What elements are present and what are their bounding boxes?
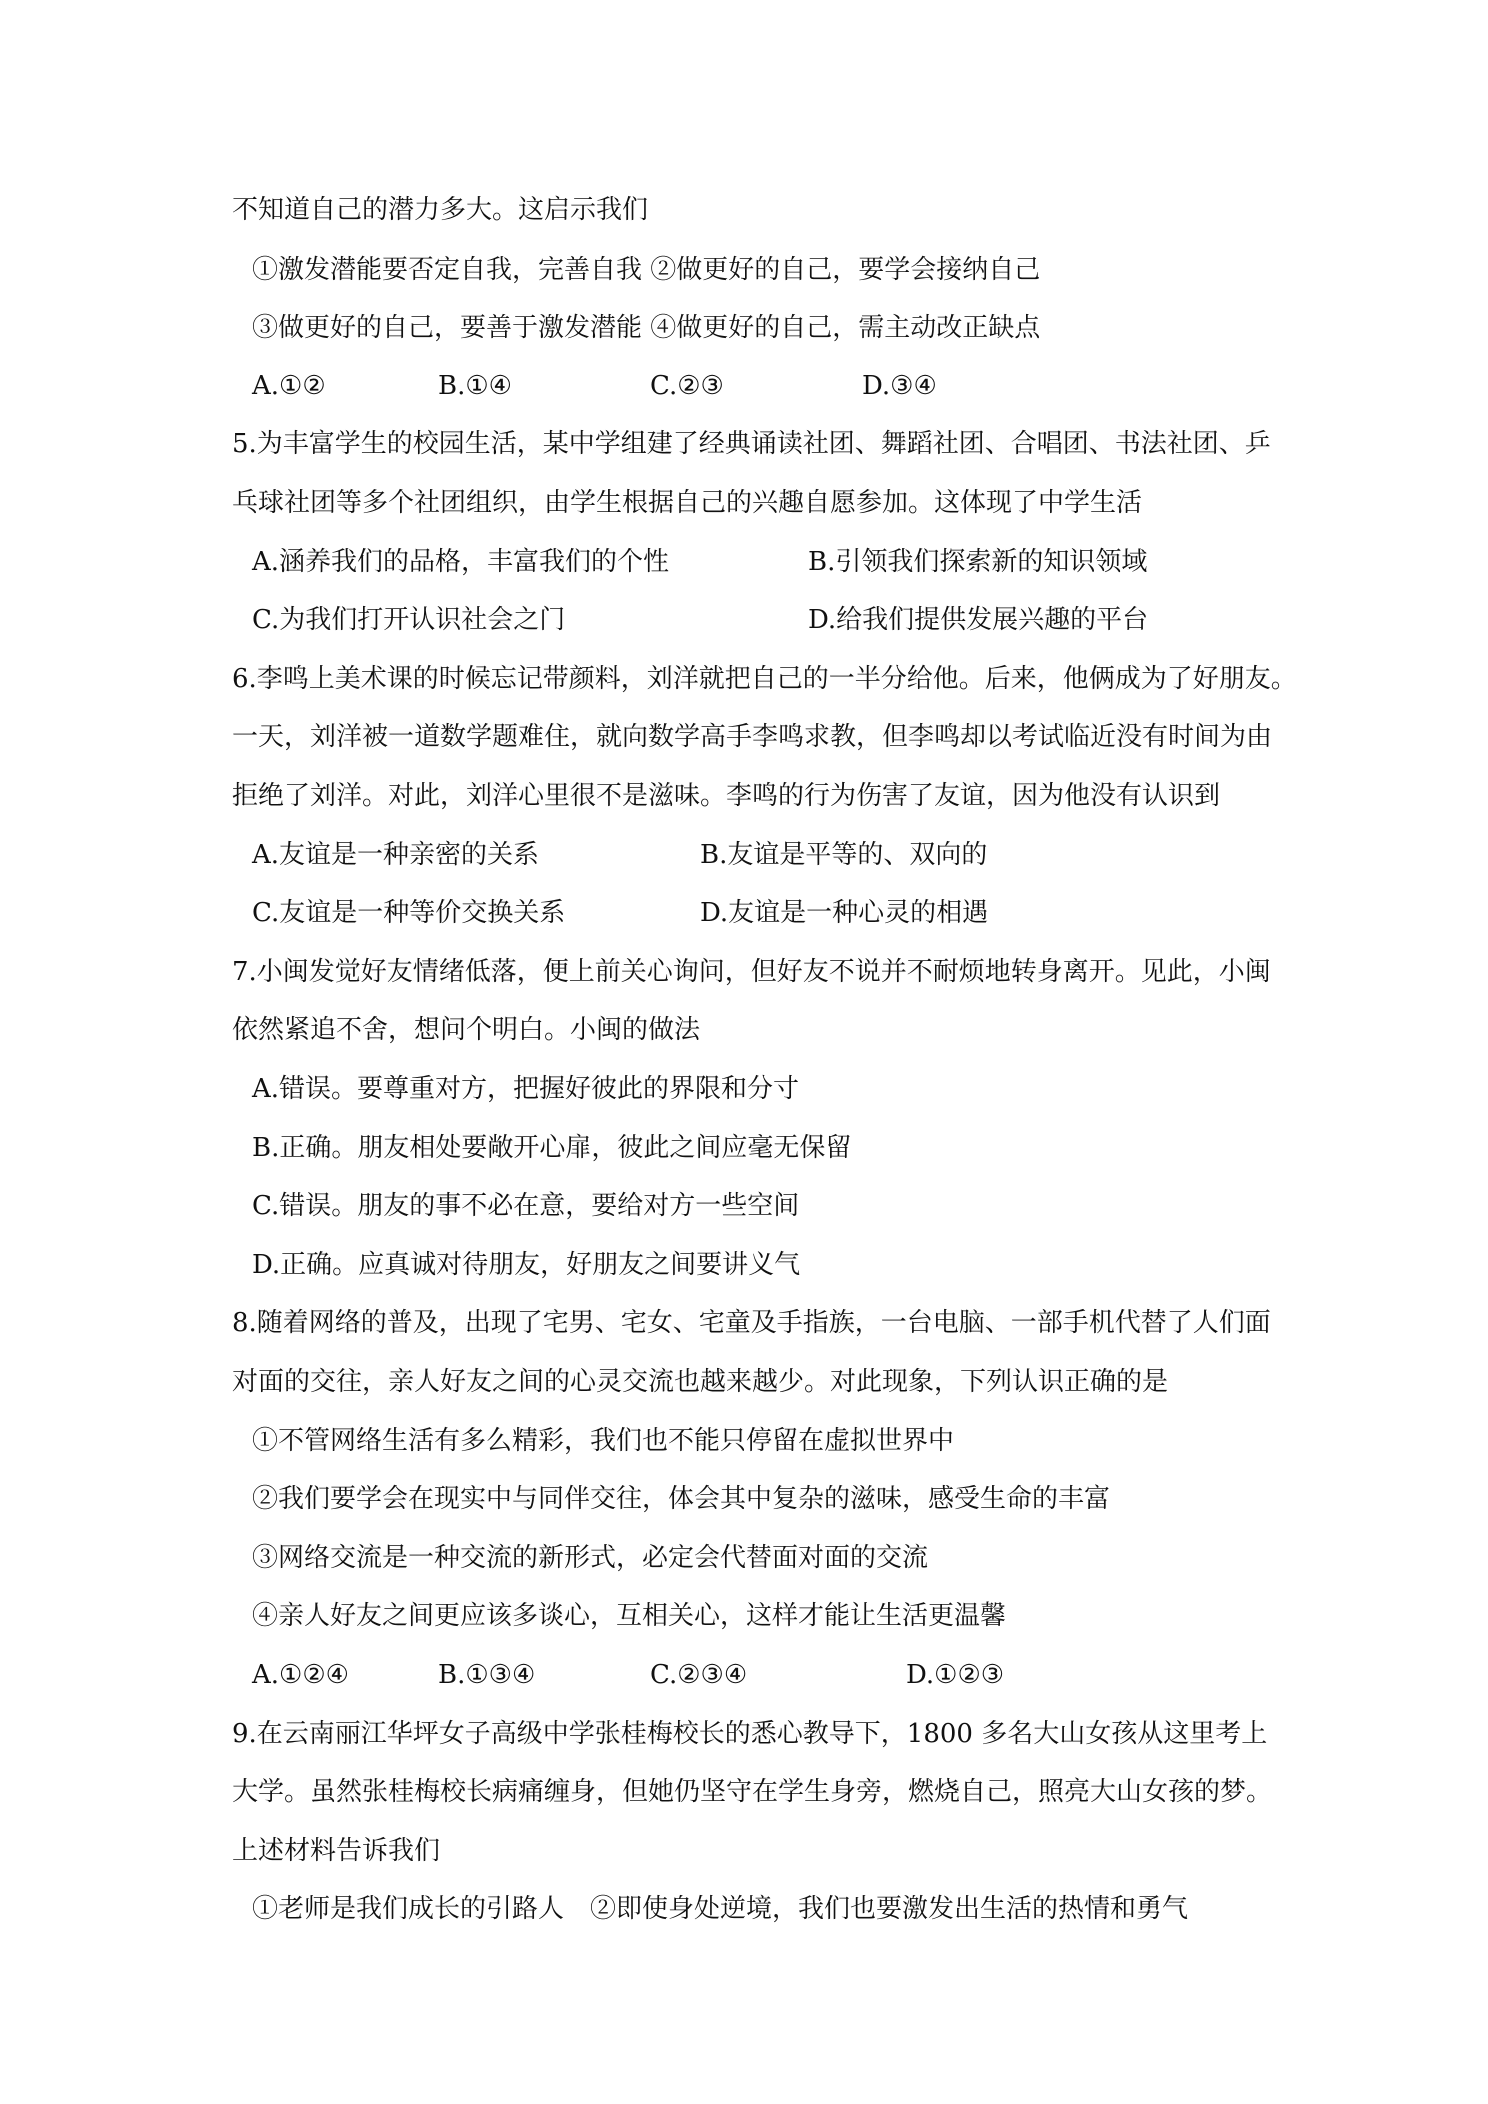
q6-option-b: B.友谊是平等的、双向的: [700, 840, 988, 870]
q9-statements-1-2: ①老师是我们成长的引路人 ②即使身处逆境，我们也要激发出生活的热情和勇气: [252, 1894, 1189, 1924]
q6-option-c: C.友谊是一种等价交换关系: [252, 898, 566, 928]
q6-stem-line3: 拒绝了刘洋。对此，刘洋心里很不是滋味。李鸣的行为伤害了友谊，因为他没有认识到: [232, 781, 1221, 811]
q8-option-a: A.①②④: [252, 1660, 349, 1690]
q5-option-c: C.为我们打开认识社会之门: [252, 605, 566, 635]
q6-option-a: A.友谊是一种亲密的关系: [252, 840, 540, 870]
q5-stem-line1: 5.为丰富学生的校园生活，某中学组建了经典诵读社团、舞蹈社团、合唱团、书法社团、乒: [232, 429, 1271, 459]
q8-statement-3: ③网络交流是一种交流的新形式，必定会代替面对面的交流: [252, 1543, 929, 1573]
q8-option-b: B.①③④: [438, 1660, 536, 1690]
q7-option-d: D.正确。应真诚对待朋友，好朋友之间要讲义气: [252, 1250, 801, 1280]
q7-option-a: A.错误。要尊重对方，把握好彼此的界限和分寸: [252, 1074, 800, 1104]
q4-option-c: C.②③: [650, 371, 724, 401]
q6-stem-line2: 一天，刘洋被一道数学题难住，就向数学高手李鸣求教，但李鸣却以考试临近没有时间为由: [232, 722, 1273, 752]
q7-stem-line1: 7.小闽发觉好友情绪低落，便上前关心询问，但好友不说并不耐烦地转身离开。见此，小闽: [232, 957, 1271, 987]
q4-option-a: A.①②: [252, 371, 326, 401]
q8-statement-4: ④亲人好友之间更应该多谈心，互相关心，这样才能让生活更温馨: [252, 1601, 1007, 1631]
q4-statements-1-2: ①激发潜能要否定自我，完善自我 ②做更好的自己，要学会接纳自己: [252, 255, 1041, 285]
q8-stem-line1: 8.随着网络的普及，出现了宅男、宅女、宅童及手指族，一台电脑、一部手机代替了人们面: [232, 1308, 1271, 1338]
q6-stem-line1: 6.李鸣上美术课的时候忘记带颜料，刘洋就把自己的一半分给他。后来，他俩成为了好朋友。: [232, 664, 1297, 694]
q9-stem-line3: 上述材料告诉我们: [232, 1836, 441, 1866]
q5-option-d: D.给我们提供发展兴趣的平台: [808, 605, 1149, 635]
q7-option-c: C.错误。朋友的事不必在意，要给对方一些空间: [252, 1191, 800, 1221]
q8-stem-line2: 对面的交往，亲人好友之间的心灵交流也越来越少。对此现象，下列认识正确的是: [232, 1367, 1169, 1397]
q7-stem-line2: 依然紧追不舍，想问个明白。小闽的做法: [232, 1015, 701, 1045]
q4-option-d: D.③④: [862, 371, 937, 401]
q7-option-b: B.正确。朋友相处要敞开心扉，彼此之间应毫无保留: [252, 1133, 852, 1163]
q9-stem-line2: 大学。虽然张桂梅校长病痛缠身，但她仍坚守在学生身旁，燃烧自己，照亮大山女孩的梦。: [232, 1777, 1273, 1807]
q8-option-c: C.②③④: [650, 1660, 748, 1690]
q5-option-a: A.涵养我们的品格，丰富我们的个性: [252, 547, 670, 577]
q4-option-b: B.①④: [438, 371, 512, 401]
q4-stem-end: 不知道自己的潜力多大。这启示我们: [232, 195, 649, 225]
q6-option-d: D.友谊是一种心灵的相遇: [700, 898, 989, 928]
q5-stem-line2: 乓球社团等多个社团组织，由学生根据自己的兴趣自愿参加。这体现了中学生活: [232, 488, 1143, 518]
q8-option-d: D.①②③: [906, 1660, 1005, 1690]
q8-statement-2: ②我们要学会在现实中与同伴交往，体会其中复杂的滋味，感受生命的丰富: [252, 1484, 1111, 1514]
q5-option-b: B.引领我们探索新的知识领域: [808, 547, 1148, 577]
q9-stem-line1: 9.在云南丽江华坪女子高级中学张桂梅校长的悉心教导下，1800 多名大山女孩从这里考上: [232, 1719, 1268, 1749]
q8-statement-1: ①不管网络生活有多么精彩，我们也不能只停留在虚拟世界中: [252, 1426, 955, 1456]
q4-statements-3-4: ③做更好的自己，要善于激发潜能 ④做更好的自己，需主动改正缺点: [252, 313, 1041, 343]
